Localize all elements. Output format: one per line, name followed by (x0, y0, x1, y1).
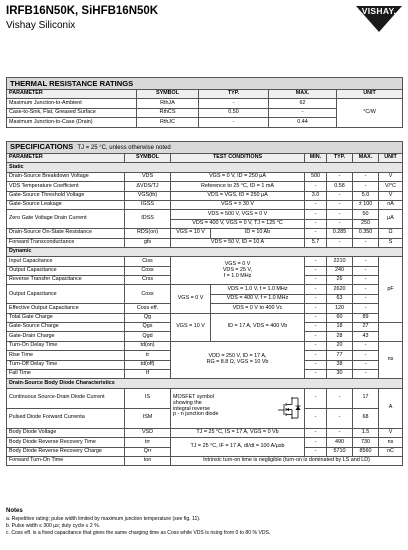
thermal-col-unit: UNIT (337, 90, 403, 99)
group-dynamic: Dynamic (7, 247, 403, 256)
min-cell: - (305, 285, 327, 294)
symbol-cell: td(off) (125, 360, 171, 369)
symbol-cell: td(on) (125, 341, 171, 350)
typ-cell: - (327, 210, 353, 219)
param-cell: Body Diode Reverse Recovery Time (7, 438, 125, 447)
min-cell: - (305, 369, 327, 378)
symbol-cell: Crss (125, 276, 171, 285)
param-cell: Drain-Source Breakdown Voltage (7, 172, 125, 181)
max-cell: - (353, 257, 379, 266)
thermal-parameter: Maximum Junction-to-Case (Drain) (7, 118, 137, 127)
min-cell: - (305, 408, 327, 428)
symbol-cell: RDS(on) (125, 229, 171, 238)
specs-col-parameter: PARAMETER (7, 154, 125, 163)
typ-cell: 18 (327, 323, 353, 332)
specs-col-max: MAX. (353, 154, 379, 163)
logo-text: VISHAY. (361, 6, 397, 16)
unit-cell: µA (379, 210, 403, 229)
min-cell: - (305, 428, 327, 437)
unit-cell: ns (379, 341, 403, 379)
min-cell: - (305, 200, 327, 209)
max-cell: 27 (353, 323, 379, 332)
thermal-typ: 0.50 (199, 108, 269, 117)
specifications-table (6, 141, 403, 466)
specs-col-typ: TYP. (327, 154, 353, 163)
max-cell: 1.5 (353, 428, 379, 437)
typ-cell: 26 (327, 276, 353, 285)
typ-cell: 77 (327, 351, 353, 360)
condition-cell: VDS = 400 V, f = 1.0 MHz (211, 294, 305, 303)
mosfet-symbol-note: MOSFET symbol showing the integral reverse p - n junction diode (173, 394, 219, 418)
param-cell: Fall Time (7, 369, 125, 378)
thermal-typ: - (199, 118, 269, 127)
unit-cell: Ω (379, 229, 403, 238)
table-row (7, 182, 403, 191)
min-cell: 3.0 (305, 191, 327, 200)
symbol-cell: Qg (125, 313, 171, 322)
typ-cell: - (327, 191, 353, 200)
condition-cell: VGS = ± 30 V (171, 200, 305, 209)
max-cell: 43 (353, 332, 379, 341)
typ-cell: - (327, 238, 353, 247)
thermal-typ: - (199, 99, 269, 108)
min-cell: - (305, 447, 327, 456)
notes-section (6, 507, 402, 538)
symbol-cell: Coss eff. (125, 304, 171, 313)
table-row (7, 428, 403, 437)
thermal-symbol: RthCS (137, 108, 199, 117)
min-cell: - (305, 276, 327, 285)
specs-col-symbol: SYMBOL (125, 154, 171, 163)
param-cell: Gate-Source Threshold Voltage (7, 191, 125, 200)
thermal-col-parameter: PARAMETER (7, 90, 137, 99)
symbol-cell: VSD (125, 428, 171, 437)
min-cell: 5.7 (305, 238, 327, 247)
symbol-cell: Qgs (125, 323, 171, 332)
condition-cell: VDS = 400 V, VGS = 0 V, TJ = 125 °C (171, 219, 305, 228)
max-cell: 17 (353, 388, 379, 408)
thermal-col-typ: TYP. (199, 90, 269, 99)
unit-cell: V (379, 191, 403, 200)
typ-cell: - (327, 200, 353, 209)
unit-cell: nA (379, 200, 403, 209)
symbol-cell: VGS(th) (125, 191, 171, 200)
param-cell: Forward Turn-On Time (7, 456, 125, 465)
typ-cell: - (327, 428, 353, 437)
max-cell: - (353, 266, 379, 275)
page-header (6, 4, 402, 44)
symbol-cell: Ciss (125, 257, 171, 266)
symbol-cell: Qrr (125, 447, 171, 456)
symbol-cell: ΔVDS/TJ (125, 182, 171, 191)
specs-condition: TJ = 25 °C, unless otherwise noted (77, 145, 171, 152)
condition-cell: VDS = VGS, ID = 250 µA (171, 191, 305, 200)
typ-cell: - (327, 388, 353, 408)
thermal-max: 62 (269, 99, 337, 108)
condition-cell: ID = 10 Ab (211, 229, 305, 238)
thermal-max: 0.44 (269, 118, 337, 127)
table-row (7, 191, 403, 200)
param-cell: Reverse Transfer Capacitance (7, 276, 125, 285)
condition-cell: VDS = 1.0 V, f = 1.0 MHz (211, 285, 305, 294)
param-cell: Input Capacitance (7, 257, 125, 266)
max-cell: - (353, 360, 379, 369)
unit-cell: pF (379, 257, 403, 323)
typ-cell: 20 (327, 341, 353, 350)
condition-cell: VGS = 10 V (171, 313, 211, 341)
max-cell: - (353, 369, 379, 378)
unit-cell: nC (379, 447, 403, 456)
unit-cell: V (379, 428, 403, 437)
specs-title (7, 142, 403, 154)
unit-cell: ns (379, 438, 403, 447)
typ-cell: 60 (327, 313, 353, 322)
symbol-cell: ton (125, 456, 171, 465)
param-cell: Pulsed Diode Forward Currenta (7, 408, 125, 428)
condition-cell: VDS = 0 V to 400 Vc (211, 304, 305, 313)
param-cell: Total Gate Charge (7, 313, 125, 322)
max-cell: 250 (353, 219, 379, 228)
table-row (7, 313, 403, 322)
param-cell: Effective Output Capacitance (7, 304, 125, 313)
param-cell: Gate-Source Leakage (7, 200, 125, 209)
param-cell: Forward Transconductance (7, 238, 125, 247)
symbol-cell: IS (125, 388, 171, 408)
max-cell: 89 (353, 313, 379, 322)
thermal-resistance-table (6, 77, 403, 128)
mosfet-symbol-cell (171, 388, 305, 428)
part-numbers: IRFB16N50K, SiHFB16N50K (6, 5, 159, 17)
thermal-symbol: RthJA (137, 99, 199, 108)
max-cell: 730 (353, 438, 379, 447)
typ-cell: - (327, 408, 353, 428)
max-cell: 8560 (353, 447, 379, 456)
param-cell: Gate-Drain Charge (7, 332, 125, 341)
param-cell: Zero Gate Voltage Drain Current (7, 210, 125, 229)
table-row (7, 229, 403, 238)
typ-cell: 2210 (327, 257, 353, 266)
symbol-cell: trr (125, 438, 171, 447)
typ-cell: 240 (327, 266, 353, 275)
group-diode: Drain-Source Body Diode Characteristics (7, 379, 403, 388)
typ-cell: 38 (327, 360, 353, 369)
min-cell: - (305, 257, 327, 266)
max-cell: ± 100 (353, 200, 379, 209)
specs-title-text: SPECIFICATIONS (10, 142, 74, 152)
min-cell: - (305, 229, 327, 238)
thermal-col-symbol: SYMBOL (137, 90, 199, 99)
min-cell: - (305, 332, 327, 341)
min-cell: - (305, 294, 327, 303)
typ-cell: 63 (327, 294, 353, 303)
table-row (7, 200, 403, 209)
unit-cell: A (379, 388, 403, 428)
typ-cell: - (327, 172, 353, 181)
param-cell: Continuous Source-Drain Diode Current (7, 388, 125, 408)
max-cell: - (353, 294, 379, 303)
symbol-cell: IDSS (125, 210, 171, 229)
symbol-cell: Coss (125, 266, 171, 275)
min-cell: - (305, 351, 327, 360)
min-cell: - (305, 341, 327, 350)
min-cell: - (305, 266, 327, 275)
notes-title: Notes (6, 508, 23, 514)
table-row (7, 210, 403, 219)
table-row (7, 438, 403, 447)
max-cell: - (353, 172, 379, 181)
param-cell: VDS Temperature Coefficient (7, 182, 125, 191)
table-row (7, 456, 403, 465)
typ-cell: 120 (327, 304, 353, 313)
specs-col-conditions: TEST CONDITIONS (171, 154, 305, 163)
symbol-cell: VDS (125, 172, 171, 181)
note-b: b. Pulse width ≤ 300 µs; duty cycle ≤ 2 %. (6, 523, 101, 530)
typ-cell: 2620 (327, 285, 353, 294)
condition-cell: VDD = 250 V, ID = 17 A, RG = 8.8 Ω, VGS = 10 Vb (171, 341, 305, 379)
typ-cell: - (327, 219, 353, 228)
min-cell: - (305, 304, 327, 313)
thermal-parameter: Case-to-Sink, Flat, Greased Surface (7, 108, 137, 117)
condition-cell: VDS = 50 V, ID = 10 A (171, 238, 305, 247)
param-cell: Rise Time (7, 351, 125, 360)
param-cell: Turn-On Delay Time (7, 341, 125, 350)
min-cell: - (305, 219, 327, 228)
table-row (7, 388, 403, 408)
max-cell: 68 (353, 408, 379, 428)
symbol-cell: gfs (125, 238, 171, 247)
param-cell: Output Capacitance (7, 285, 125, 304)
min-cell: 500 (305, 172, 327, 181)
condition-cell: ID = 17 A, VDS = 400 Vb (211, 313, 305, 341)
unit-cell: S (379, 238, 403, 247)
param-cell: Gate-Source Charge (7, 323, 125, 332)
param-cell: Turn-Off Delay Time (7, 360, 125, 369)
symbol-cell: tr (125, 351, 171, 360)
note-a: a. Repetitive rating; pulse width limited by maximum junction temperature (see fig. 11). (6, 515, 201, 522)
min-cell: - (305, 323, 327, 332)
condition-cell: VGS = 10 V (171, 229, 211, 238)
max-cell: - (353, 285, 379, 294)
mosfet-symbol-icon (276, 395, 302, 421)
param-cell: Body Diode Reverse Recovery Charge (7, 447, 125, 456)
company-name: Vishay Siliconix (6, 20, 76, 31)
min-cell: - (305, 313, 327, 322)
max-cell: - (353, 351, 379, 360)
max-cell: 50 (353, 210, 379, 219)
typ-cell: 0.58 (327, 182, 353, 191)
condition-cell: TJ = 25 °C, IS = 17 A, VGS = 0 Vb (171, 428, 305, 437)
group-static: Static (7, 163, 403, 172)
vishay-logo (356, 6, 402, 32)
param-cell: Body Diode Voltage (7, 428, 125, 437)
condition-cell: TJ = 25 °C, IF = 17 A, dI/dt = 100 A/µsb (171, 438, 305, 457)
table-row (7, 341, 403, 350)
max-cell: - (353, 238, 379, 247)
max-cell: 5.0 (353, 191, 379, 200)
thermal-symbol: RthJC (137, 118, 199, 127)
thermal-col-max: MAX. (269, 90, 337, 99)
symbol-cell: tf (125, 369, 171, 378)
param-cell: Output Capacitance (7, 266, 125, 275)
typ-cell: 28 (327, 332, 353, 341)
min-cell: - (305, 182, 327, 191)
table-row (7, 257, 403, 266)
symbol-cell: Coss (125, 285, 171, 304)
specs-col-min: MIN. (305, 154, 327, 163)
thermal-unit: °C/W (337, 99, 403, 127)
max-cell: - (353, 304, 379, 313)
max-cell: - (353, 182, 379, 191)
condition-cell: VDS = 500 V, VGS = 0 V (171, 210, 305, 219)
param-cell: Drain-Source On-State Resistance (7, 229, 125, 238)
thermal-max: - (269, 108, 337, 117)
note-c: c. Coss eff. is a fixed capacitance that gives the same charging time as Coss while VDS is rising from 0 to 80 % VDS. (6, 530, 271, 537)
thermal-parameter: Maximum Junction-to-Ambient (7, 99, 137, 108)
typ-cell: 30 (327, 369, 353, 378)
condition-cell: VGS = 0 V VDS = 25 V, f = 1.0 MHz (171, 257, 305, 285)
table-row (7, 285, 403, 294)
symbol-cell: ISM (125, 408, 171, 428)
condition-cell: VGS = 0 V (171, 285, 211, 313)
unit-cell: V (379, 172, 403, 181)
typ-cell: 0.285 (327, 229, 353, 238)
symbol-cell: Qgd (125, 332, 171, 341)
max-cell: - (353, 341, 379, 350)
table-row (7, 238, 403, 247)
min-cell: - (305, 438, 327, 447)
min-cell: - (305, 388, 327, 408)
typ-cell: 490 (327, 438, 353, 447)
condition-cell: Reference to 25 °C, ID = 1 mA (171, 182, 305, 191)
typ-cell: 5710 (327, 447, 353, 456)
condition-cell: VGS = 0 V, ID = 250 µA (171, 172, 305, 181)
table-row (7, 172, 403, 181)
symbol-cell: IGSS (125, 200, 171, 209)
min-cell: - (305, 210, 327, 219)
unit-cell: V/°C (379, 182, 403, 191)
min-cell: - (305, 360, 327, 369)
max-cell: - (353, 276, 379, 285)
table-row (7, 99, 403, 108)
thermal-title: THERMAL RESISTANCE RATINGS (7, 78, 403, 90)
max-cell: 0.350 (353, 229, 379, 238)
specs-col-unit: UNIT (379, 154, 403, 163)
condition-cell: Intrinsic turn-on time is negligible (turn-on is dominated by LS and LD) (171, 456, 403, 465)
